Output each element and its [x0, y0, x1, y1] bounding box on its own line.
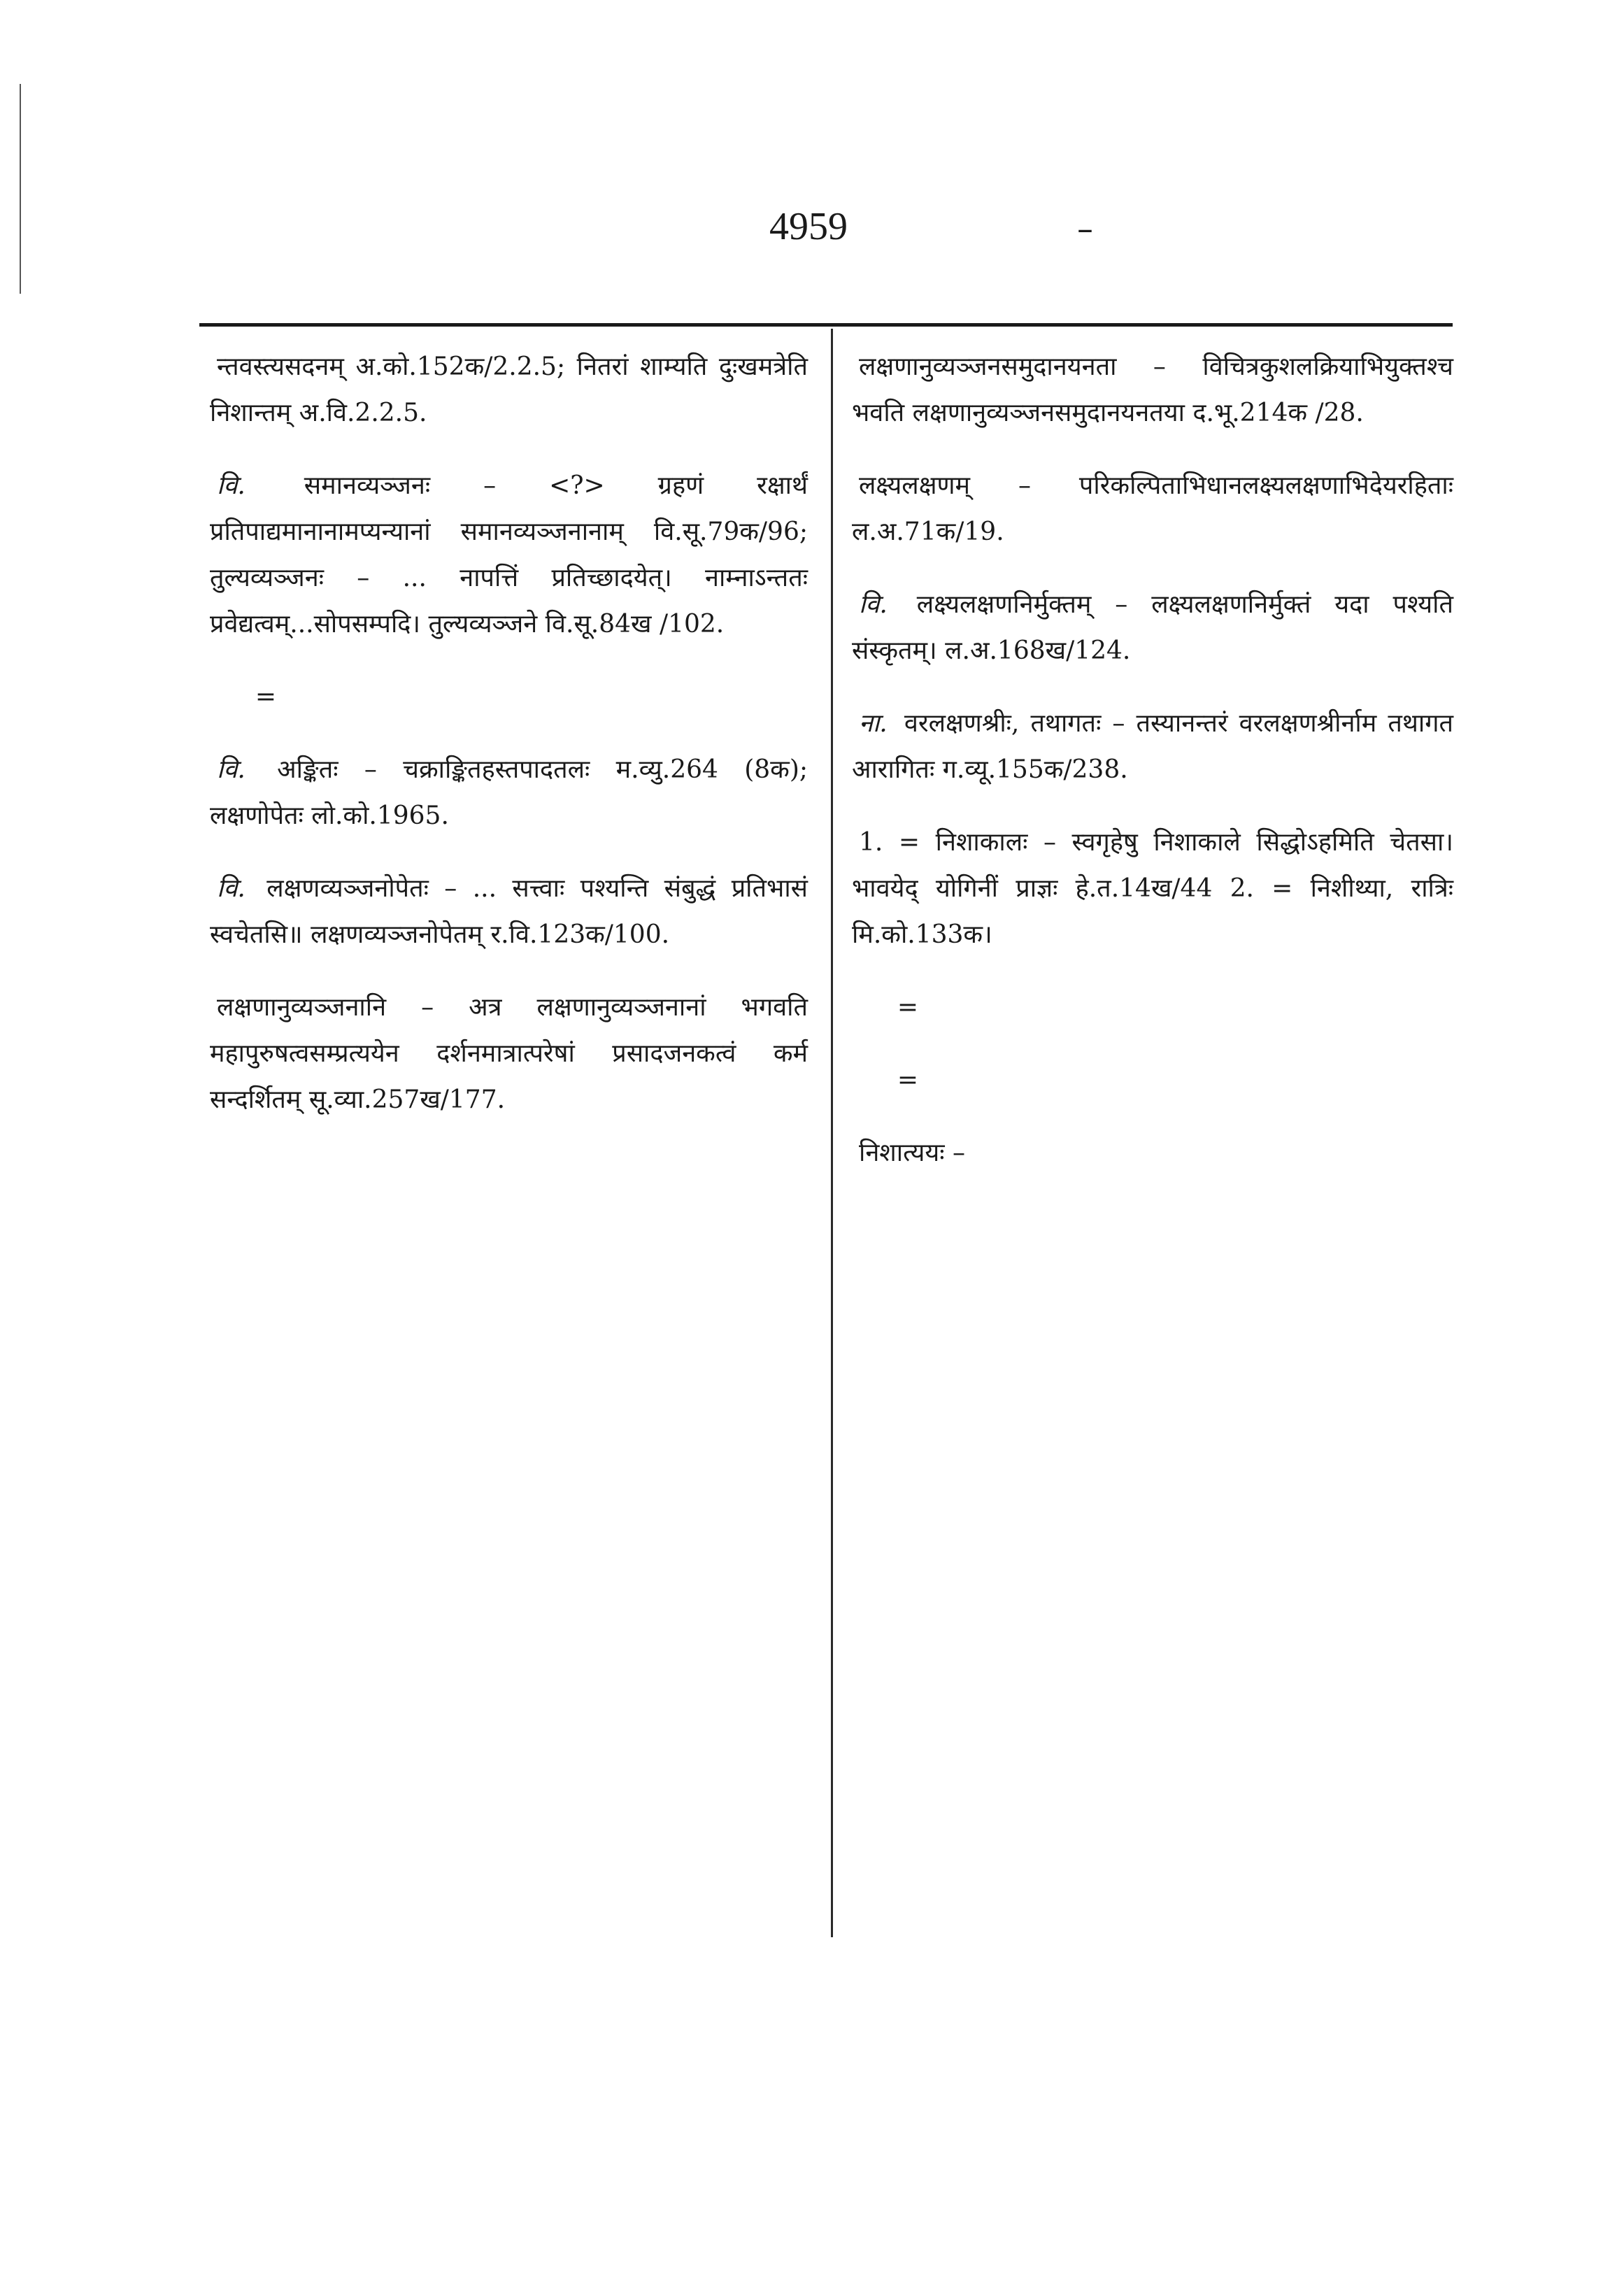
dictionary-entry — [203, 746, 808, 839]
entry-text: लक्षणानुव्यञ्जनसमुदानयनता – विचित्रकुशलक्रियाभियुक्तश्च भवति लक्षणानुव्यञ्जनसमुदानयनतया द.भू.214क /28. — [852, 352, 1453, 427]
entry-text: वरलक्षणश्रीः, तथागतः – तस्यानन्तरं वरलक्षणश्रीर्नाम तथागत आरागितः ग.व्यू.155क/238. — [852, 709, 1453, 784]
entry-text: अङ्कितः – चक्राङ्कितहस्तपादतलः म.व्यु.264 (8क); लक्षणोपेतः लो.को.1965. — [210, 755, 808, 830]
right-column — [852, 343, 1453, 1202]
entry-grammar-label: वि. — [217, 471, 245, 500]
entry-text: लक्षणानुव्यञ्जनानि – अत्र लक्षणानुव्यञ्जनानां भगवति महापुरुषत्वसम्प्रत्ययेन दर्शनमात्रात्परेषां प्रसादजनकत्वं कर्म सन्दर्शितम् सू.व्या.257ख/177. — [210, 993, 808, 1114]
dictionary-entry — [852, 818, 1453, 958]
entry-text: = — [255, 683, 277, 711]
entry-text: 1. = निशाकालः – स्वगृहेषु निशाकाले सिद्धोऽहमिति चेतसा। भावयेद् योगिनीं प्राज्ञः हे.त.14ख/44 2. = निशीथ्या, रात्रिः मि.को.133क। — [852, 828, 1453, 949]
entry-grammar-label: वि. — [859, 590, 888, 619]
entry-grammar-label: ना. — [859, 709, 888, 738]
header-rule — [199, 323, 1453, 327]
dictionary-entry — [852, 580, 1453, 674]
dictionary-entry — [203, 462, 808, 648]
dictionary-entry — [203, 673, 808, 720]
dictionary-entry — [852, 1129, 1453, 1176]
entry-text: लक्षणव्यञ्जनोपेतः – ... सत्त्वाः पश्यन्ति संबुद्धं प्रतिभासं स्वचेतसि॥ लक्षणव्यञ्जनोपेतम् र.वि.123क/100. — [210, 874, 808, 949]
entry-grammar-label: वि. — [217, 874, 245, 903]
dictionary-entry — [203, 864, 808, 958]
entry-text: = — [897, 1066, 919, 1094]
entry-text: लक्ष्यलक्षणम् – परिकल्पिताभिधानलक्ष्यलक्षणाभिदेयरहिताः ल.अ.71क/19. — [852, 471, 1453, 546]
dictionary-entry — [852, 699, 1453, 793]
entry-text: लक्ष्यलक्षणनिर्मुक्तम् – लक्ष्यलक्षणनिर्मुक्तं यदा पश्यति संस्कृतम्। ल.अ.168ख/124. — [852, 590, 1453, 665]
dictionary-entry — [852, 462, 1453, 555]
dictionary-entry — [852, 1056, 1453, 1104]
entry-text: समानव्यञ्जनः – <?> ग्रहणं रक्षार्थं प्रतिपाद्यमानानामप्यन्यानां समानव्यञ्जनानाम् वि.सू.79क/96; तुल्यव्यञ्जनः – ... नापत्तिं प्रतिच्छादयेत्। नाम्नाऽन्ततः प्रवेद्यत्वम्...सोपसम्पदि। तुल्यव्यञ्जने वि.सू.84ख /102. — [210, 471, 808, 639]
entry-grammar-label: वि. — [217, 755, 245, 784]
dictionary-entry — [852, 343, 1453, 436]
entry-text: निशात्ययः – — [859, 1139, 966, 1167]
left-column — [203, 343, 808, 1148]
page-number: 4959 — [769, 205, 848, 248]
running-head: – — [1077, 210, 1093, 248]
dictionary-entry — [203, 983, 808, 1123]
entry-text: = — [897, 993, 919, 1022]
margin-line — [20, 84, 21, 294]
dictionary-entry — [203, 343, 808, 436]
entry-text: न्तवस्त्यसदनम् अ.को.152क/2.2.5; नितरां शाम्यति दुःखमत्रेति निशान्तम् अ.वि.2.2.5. — [210, 352, 808, 427]
column-divider — [831, 329, 833, 1937]
dictionary-entry — [852, 983, 1453, 1031]
